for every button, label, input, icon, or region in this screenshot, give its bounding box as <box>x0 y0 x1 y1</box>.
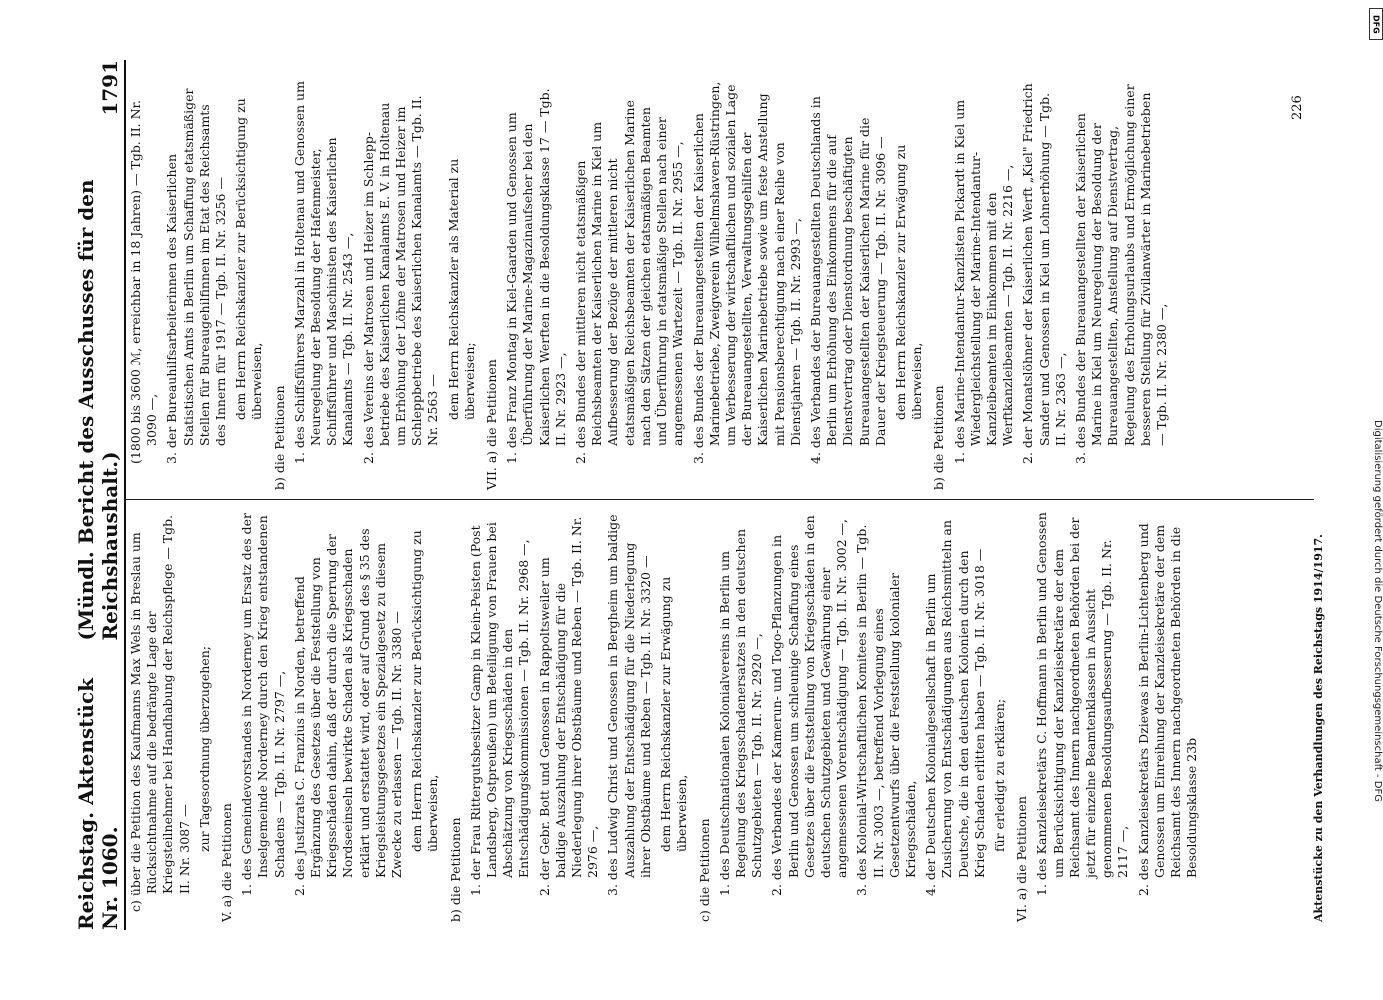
paragraph: 1. des Deutschnationalen Kolonialvereins in Berlin um Regelung des Kriegsschadenersatzes in den deutschen Schutzgebieten — Tgb. II. Nr. 2920 —, <box>716 528 765 896</box>
paragraph: dem Herrn Reichskanzler als Material zu überweisen; <box>445 158 477 420</box>
paragraph: dem Herrn Reichskanzler zur Berücksichtigung zu überweisen, <box>233 98 265 420</box>
paragraph: 1. des Franz Montag in Kiel-Gaarden und Genossen um Überführung der Marine-Magazinaufseher bei den Kaiserlichen Werften in die Besoldungsklasse 17 — Tgb. II. Nr. 2923 —, <box>504 88 568 464</box>
paragraph: 4. des Verbandes der Bureauangestellten Deutschlands in Berlin um Erhöhung des Einkommens für die auf Dienstvertrag oder Dienstordnung beschäftigten Bureauangestellten der Kaiserlichen Marine für die Dauer der Kriegsteuerung — Tgb. II. Nr. 3096 — <box>807 96 888 464</box>
paragraph: c) über die Petition des Kaufmanns Max Wels in Breslau um Rücksichtnahme auf die bedrängte Lage der Kriegsteilnehmer bei Handhabung der Reichspflege — Tgb. II. Nr. 3087 — <box>128 514 192 912</box>
paragraph: dem Herrn Reichskanzler zur Erwägung zu überweisen, <box>658 576 690 852</box>
sheet-number: 226 <box>1290 95 1305 120</box>
paragraph: 3. des Kolonial-Wirtschaftlichen Komitees in Berlin — Tgb. II. Nr. 3003 —, betreffend Vorlegung eines Gesetzentwurfs über die Feststellung kolonialer Kriegsschäden, <box>854 524 918 896</box>
header-page-number: 1791 <box>98 60 122 116</box>
paragraph: 4. der Deutschen Kolonialgesellschaft in Berlin um Zusicherung von Entschädigungen aus Reichsmitteln an Deutsche, die in den deutschen Kolonien durch den Krieg Schaden erlitten haben — Tgb. II. Nr. 3018 — <box>923 520 987 896</box>
paragraph: 2. der Gebr. Bott und Genossen in Rappoltsweiler um baldige Auszahlung der Entschädigung für die Niederlegung ihrer Obstbäume und Reben — Tgb. II. Nr. 2976 —, <box>536 516 601 896</box>
column-separator <box>124 499 1314 500</box>
paragraph: 2. des Vereins der Matrosen und Heizer im Schlepp-betriebe des Kaiserlichen Kanalamts E. V. in Holtenau um Erhöhung der Löhne der Matrosen und Heizer im Schleppbetriebe des Kaiserlichen Kanalamts — Tgb. II. Nr. 2563 — <box>360 95 441 464</box>
paragraph: 2. des Justizrats C. Franzius in Norden, betreffend Ergänzung des Gesetzes über die Feststellung von Kriegsschäden dahin, daß der durch die Sperrung der Nordseeinseln bewirkte Schaden als Kriegsschaden erklärt und erstattet wird, oder auf Grund des § 35 des Kriegsleistungsgesetzes ein Spezialgesetz zu diesem Zwecke zu erlassen — Tgb. II. Nr. 3380 — <box>291 528 405 896</box>
paragraph: b) die Petitionen <box>931 385 947 490</box>
paragraph: V. a) die Petitionen <box>219 803 235 922</box>
paragraph: 2. des Bundes der mittleren nicht etatsmäßigen Reichsbeamten der Kaiserlichen Marine in Kiel um Aufbesserung der Bezüge der mittleren nicht etatsmäßigen Reichsbeamten der Kaiserlichen Marine nach den Sätzen der gleichen etatsmäßigen Beamten und Überführung in etatsmäßige Stellen nach einer angemessenen Wartezeit — Tgb. II. Nr. 2955 —, <box>573 100 686 464</box>
paragraph: (1800 bis 3600 ℳ, erreichbar in 18 Jahren) — Tgb. II. Nr. 3090 —, <box>128 99 160 464</box>
paragraph: 1. des Schiffsführers Marzahl in Holtenau und Genossen um Neuregelung der Besoldung der Hafenmeister, Schiffsführer und Maschinisten des Kaiserlichen Kanalamts — Tgb. II. Nr. 2543 —, <box>291 81 356 464</box>
paragraph: 1. der Frau Rittergutsbesitzer Gamp in Klein-Peisten (Post Landsberg, Ostpreußen) um Beteiligung von Frauen bei Abschätzung von Kriegsschäden in den Entschädigungskommissionen — Tgb. II. Nr. 2968 —, <box>467 522 532 896</box>
paragraph: 2. des Kanzleisekretärs Dziewas in Berlin-Lichtenberg und Genossen um Einreihung der Kanzleisekretäre der dem Reichsamt des Innern nachgeordneten Behörden in die Besoldungsklasse 23b <box>1135 523 1200 896</box>
paragraph: b) die Petitionen <box>447 817 463 922</box>
dfg-funding-note: Digitalisierung gefördert durch die Deutsche Forschungsgemeinschaft - DFG <box>1372 420 1383 803</box>
page-header <box>74 60 126 930</box>
header-center: (Mündl. Bericht des Ausschusses für den Reichshaushalt.) <box>74 179 122 641</box>
left-column <box>128 512 1204 922</box>
paragraph: b) die Petitionen <box>271 385 287 490</box>
paragraph: 2. der Monatslöhner der Kaiserlichen Werft „Kiel" Friedrich Sander und Genossen in Kiel um Lohnerhöhung — Tgb. II. Nr. 2363 —, <box>1020 83 1068 464</box>
paragraph: VI. a) die Petitionen <box>1014 796 1030 922</box>
paragraph: für erledigt zu erklären; <box>991 698 1007 852</box>
paragraph: 1. des Gemeindevorstandes in Norderney um Ersatz des der Inselgemeinde Norderney durch den Krieg entstandenen Schadens — Tgb. II. Nr. 2797 —, <box>239 513 287 896</box>
paragraph: dem Herrn Reichskanzler zur Berücksichtigung zu überweisen, <box>409 530 441 852</box>
dfg-logo: DFG <box>1369 8 1383 40</box>
paragraph: VII. a) die Petitionen <box>484 359 500 490</box>
paragraph: 1. des Kanzleisekretärs C. Hoffmann in Berlin und Genossen um Berücksichtigung der Kanzleisekretäre der dem Reichsamt des Innern nachgeordneten Behörden bei der jetzt für einzelne Beamtenklassen in Aussicht genommenen Besoldungsaufbesserung — Tgb. II. Nr. 2117 —, <box>1034 512 1131 896</box>
footer-note: Aktenstücke zu den Verhandlungen des Reichstags 1914/1917. <box>1312 534 1325 922</box>
paragraph: 3. des Ludwig Christ und Genossen in Bergheim um baldige Auszahlung der Entschädigung für die Niederlegung ihrer Obstbäume und Reben — Tgb. II. Nr. 3320 — <box>605 514 653 896</box>
paragraph: 3. des Bundes der Bureauangestellten der Kaiserlichen Marine in Kiel um Neuregelung der Besoldung der Bureauangestellten, Anstellung auf Dienstvertrag, Regelung des Erholungsurlaubs und Ermöglichung einer besseren Stellung für Zivilanwärter in Marinebetrieben — Tgb. II. Nr. 2380 —, <box>1072 84 1169 464</box>
paragraph: dem Herrn Reichskanzler zur Erwägung zu überweisen, <box>892 144 925 420</box>
header-left: Reichstag. Aktenstück Nr. 1060. <box>74 678 122 930</box>
paragraph: 1. des Marine-Intendantur-Kanzlisten Pickardt in Kiel um Wiedergleichstellung der Marine-Intendantur-Kanzleibeamten im Einkommen mit den Werftkanzleibeamten — Tgb. II. Nr. 2216 —, <box>951 99 1016 464</box>
paragraph: 3. der Bureauhilfsarbeiterinnen des Kaiserlichen Statistischen Amts in Berlin um Schaffung etatsmäßiger Stellen für Bureaugehilfinnen im Etat des Reichsamts des Innern für 1917 — Tgb. II. Nr. 3256 — <box>164 88 229 464</box>
right-column <box>128 80 1174 490</box>
paragraph: c) die Petitionen <box>696 818 712 922</box>
paragraph: zur Tagesordnung überzugehen; <box>196 645 212 852</box>
paragraph: 2. des Verbandes der Kamerun- und Togo-Pflanzungen in Berlin und Genossen um schleunige Schaffung eines Gesetzes über die Feststellung von Kriegsschäden in den deutschen Schutzgebieten und Gewährung einer angemessenen Vorentschädigung — Tgb. II. Nr. 3002 —, <box>769 515 850 896</box>
paragraph: 3. des Bundes der Bureauangestellten der Kaiserlichen Marinebetriebe, Zweigverein Wilhelmshaven-Rüstringen, um Verbesserung der wirtschaftlichen und sozialen Lage der Bureauangestellten, Verwaltungsgehilfen der Kaiserlichen Marinebetriebe sowie um feste Anstellung mit Pensionsberechtigung nach einer Reihe von Dienstjahren — Tgb. II. Nr. 2993 —, <box>690 81 803 464</box>
